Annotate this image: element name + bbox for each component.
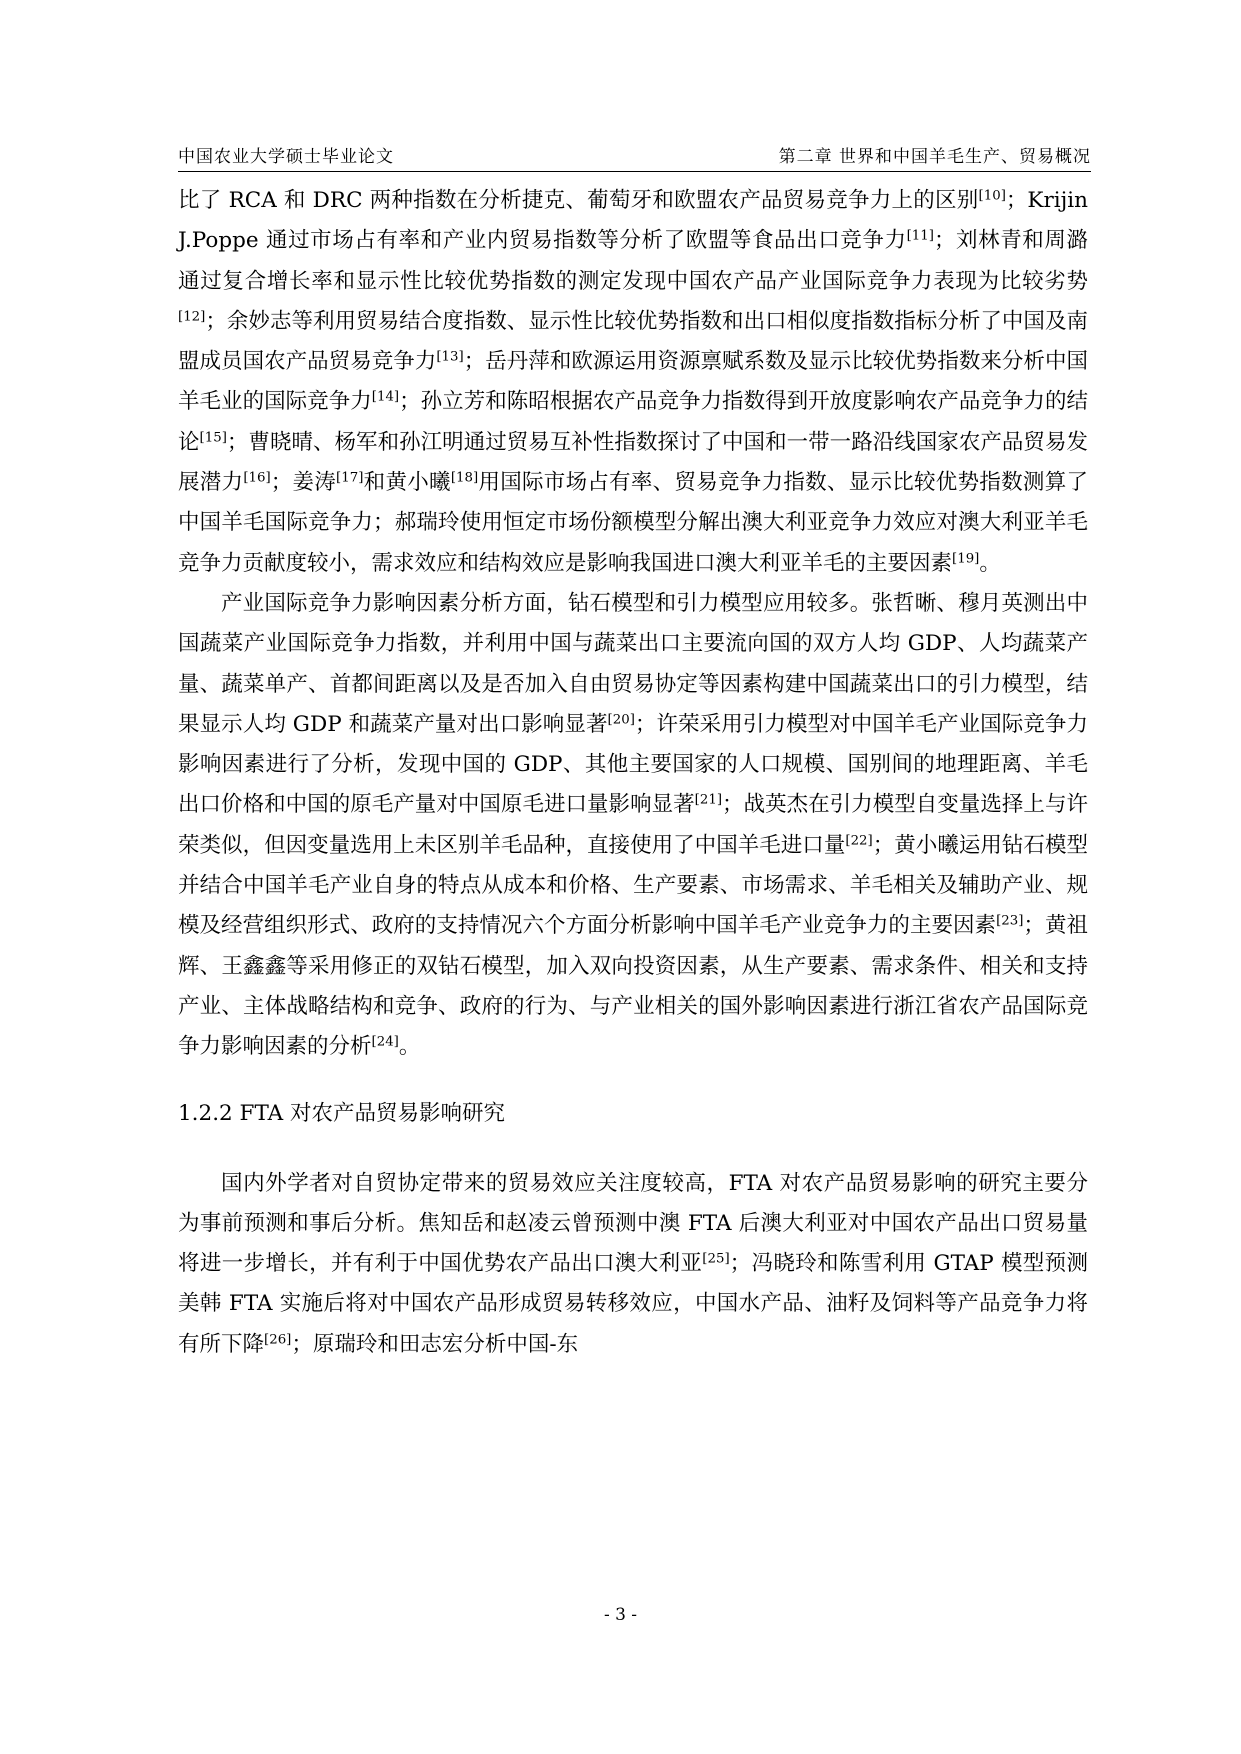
page-number: - 3 - bbox=[603, 1605, 638, 1625]
citation-ref: [19] bbox=[952, 551, 980, 567]
text-run: 。 bbox=[979, 550, 1001, 576]
text-run: ；曹晓晴、杨军和孙江明通过贸易互补性指数探讨了中国和一带一路沿线国家农产品贸易发展潜力 bbox=[178, 429, 1088, 496]
running-header bbox=[178, 133, 1091, 172]
text-run: ；姜涛 bbox=[270, 470, 337, 496]
citation-ref: [24] bbox=[371, 1034, 399, 1050]
text-run: ；战英杰在引力模型自变量选择上与许荣类似，但因变量选用上未区别羊毛品种，直接使用了中国羊毛进口量 bbox=[178, 792, 1088, 858]
citation-ref: [11] bbox=[906, 228, 934, 244]
page-body bbox=[178, 181, 1088, 1365]
citation-ref: [16] bbox=[243, 470, 271, 486]
text-run: ；许荣采用引力模型对中国羊毛产业国际竞争力影响因素进行了分析，发现中国的 GDP、其他主要国家的人口规模、国别间的地理距离、羊毛出口价格和中国的原毛产量对中国原毛进口量影响显著 bbox=[178, 711, 1088, 818]
text-run: 和黄小曦 bbox=[363, 470, 451, 496]
text-run: ；余妙志等利用贸易结合度指数、显示性比较优势指数和出口相似度指数指标分析了中国及南盟成员国农产品贸易竞争力 bbox=[178, 308, 1088, 375]
citation-ref: [14] bbox=[371, 390, 400, 406]
text-run: ；原瑞玲和田志宏分析中国-东 bbox=[291, 1331, 579, 1357]
citation-ref: [22] bbox=[845, 833, 873, 849]
citation-ref: [10] bbox=[978, 188, 1006, 204]
text-run: ；黄祖辉、王鑫鑫等采用修正的双钻石模型，加入双向投资因素，从生产要素、需求条件、相关和支持产业、主体战略结构和竞争、政府的行为、与产业相关的国外影响因素进行浙江省农产品国际竞争力影响因素的分析 bbox=[178, 913, 1088, 1060]
text-run: 产业国际竞争力影响因素分析方面，钻石模型和引力模型应用较多。张哲晰、穆月英测出中国蔬菜产业国际竞争力指数，并利用中国与蔬菜出口主要流向国的双方人均 GDP、人均蔬菜产量、蔬菜单产、首都间距离以及是否加入自由贸易协定等因素构建中国蔬菜出口的引力模型，结果显示人均 GDP 和蔬菜产量对出口影响显著 bbox=[178, 590, 1088, 737]
text-run: 比了 RCA 和 DRC 两种指数在分析捷克、葡萄牙和欧盟农产品贸易竞争力上的区别 bbox=[178, 188, 979, 213]
text-run: 用国际市场占有率、贸易竞争力指数、显示比较优势指数测算了中国羊毛国际竞争力；郝瑞玲使用恒定市场份额模型分解出澳大利亚竞争力效应对澳大利亚羊毛竞争力贡献度较小，需求效应和结构效应是影响我国进口澳大利亚羊毛的主要因素 bbox=[178, 470, 1088, 576]
header-chapter-title: 第二章 世界和中国羊毛生产、贸易概况 bbox=[778, 147, 1091, 167]
citation-ref: [17] bbox=[336, 470, 364, 486]
text-run: ；黄小曦运用钻石模型并结合中国羊毛产业自身的特点从成本和价格、生产要素、市场需求、羊毛相关及辅助产业、规模及经营组织形式、政府的支持情况六个方面分析影响中国羊毛产业竞争力的主要因素 bbox=[178, 832, 1088, 939]
text-run: 。 bbox=[398, 1034, 421, 1060]
header-thesis-title: 中国农业大学硕士毕业论文 bbox=[178, 147, 394, 167]
text-run: ；岳丹萍和欧源运用资源禀赋系数及显示比较优势指数来分析中国羊毛业的国际竞争力 bbox=[178, 349, 1088, 415]
text-run: ；刘林青和周潞通过复合增长率和显示性比较优势指数的测定发现中国农产品产业国际竞争力表现为比较劣势 bbox=[178, 228, 1088, 294]
citation-ref: [13] bbox=[436, 349, 464, 365]
text-run: ；冯晓玲和陈雪利用 GTAP 模型预测美韩 FTA 实施后将对中国农产品形成贸易转移效应，中国水产品、油籽及饲料等产品竞争力将有所下降 bbox=[178, 1251, 1088, 1357]
citation-ref: [12] bbox=[178, 309, 206, 325]
citation-ref: [20] bbox=[607, 712, 635, 728]
paragraph bbox=[178, 1164, 1088, 1365]
citation-ref: [18] bbox=[450, 470, 479, 486]
citation-ref: [15] bbox=[199, 430, 227, 446]
paragraph bbox=[178, 584, 1088, 1068]
citation-ref: [25] bbox=[702, 1251, 730, 1267]
text-run: ；Krijin J.Poppe 通过市场占有率和产业内贸易指数等分析了欧盟等食品出口竞争力 bbox=[178, 188, 1088, 254]
citation-ref: [23] bbox=[996, 914, 1024, 930]
text-run: 国内外学者对自贸协定带来的贸易效应关注度较高，FTA 对农产品贸易影响的研究主要分为事前预测和事后分析。焦知岳和赵凌云曾预测中澳 FTA 后澳大利亚对中国农产品出口贸易量将进一步增长，并有利于中国优势农产品出口澳大利亚 bbox=[178, 1170, 1088, 1277]
paragraph bbox=[178, 181, 1088, 584]
citation-ref: [21] bbox=[694, 793, 723, 809]
citation-ref: [26] bbox=[264, 1332, 292, 1348]
text-run: ；孙立芳和陈昭根据农产品竞争力指数得到开放度影响农产品竞争力的结论 bbox=[178, 389, 1088, 455]
section-heading: 1.2.2 FTA 对农产品贸易影响研究 bbox=[178, 1100, 505, 1126]
